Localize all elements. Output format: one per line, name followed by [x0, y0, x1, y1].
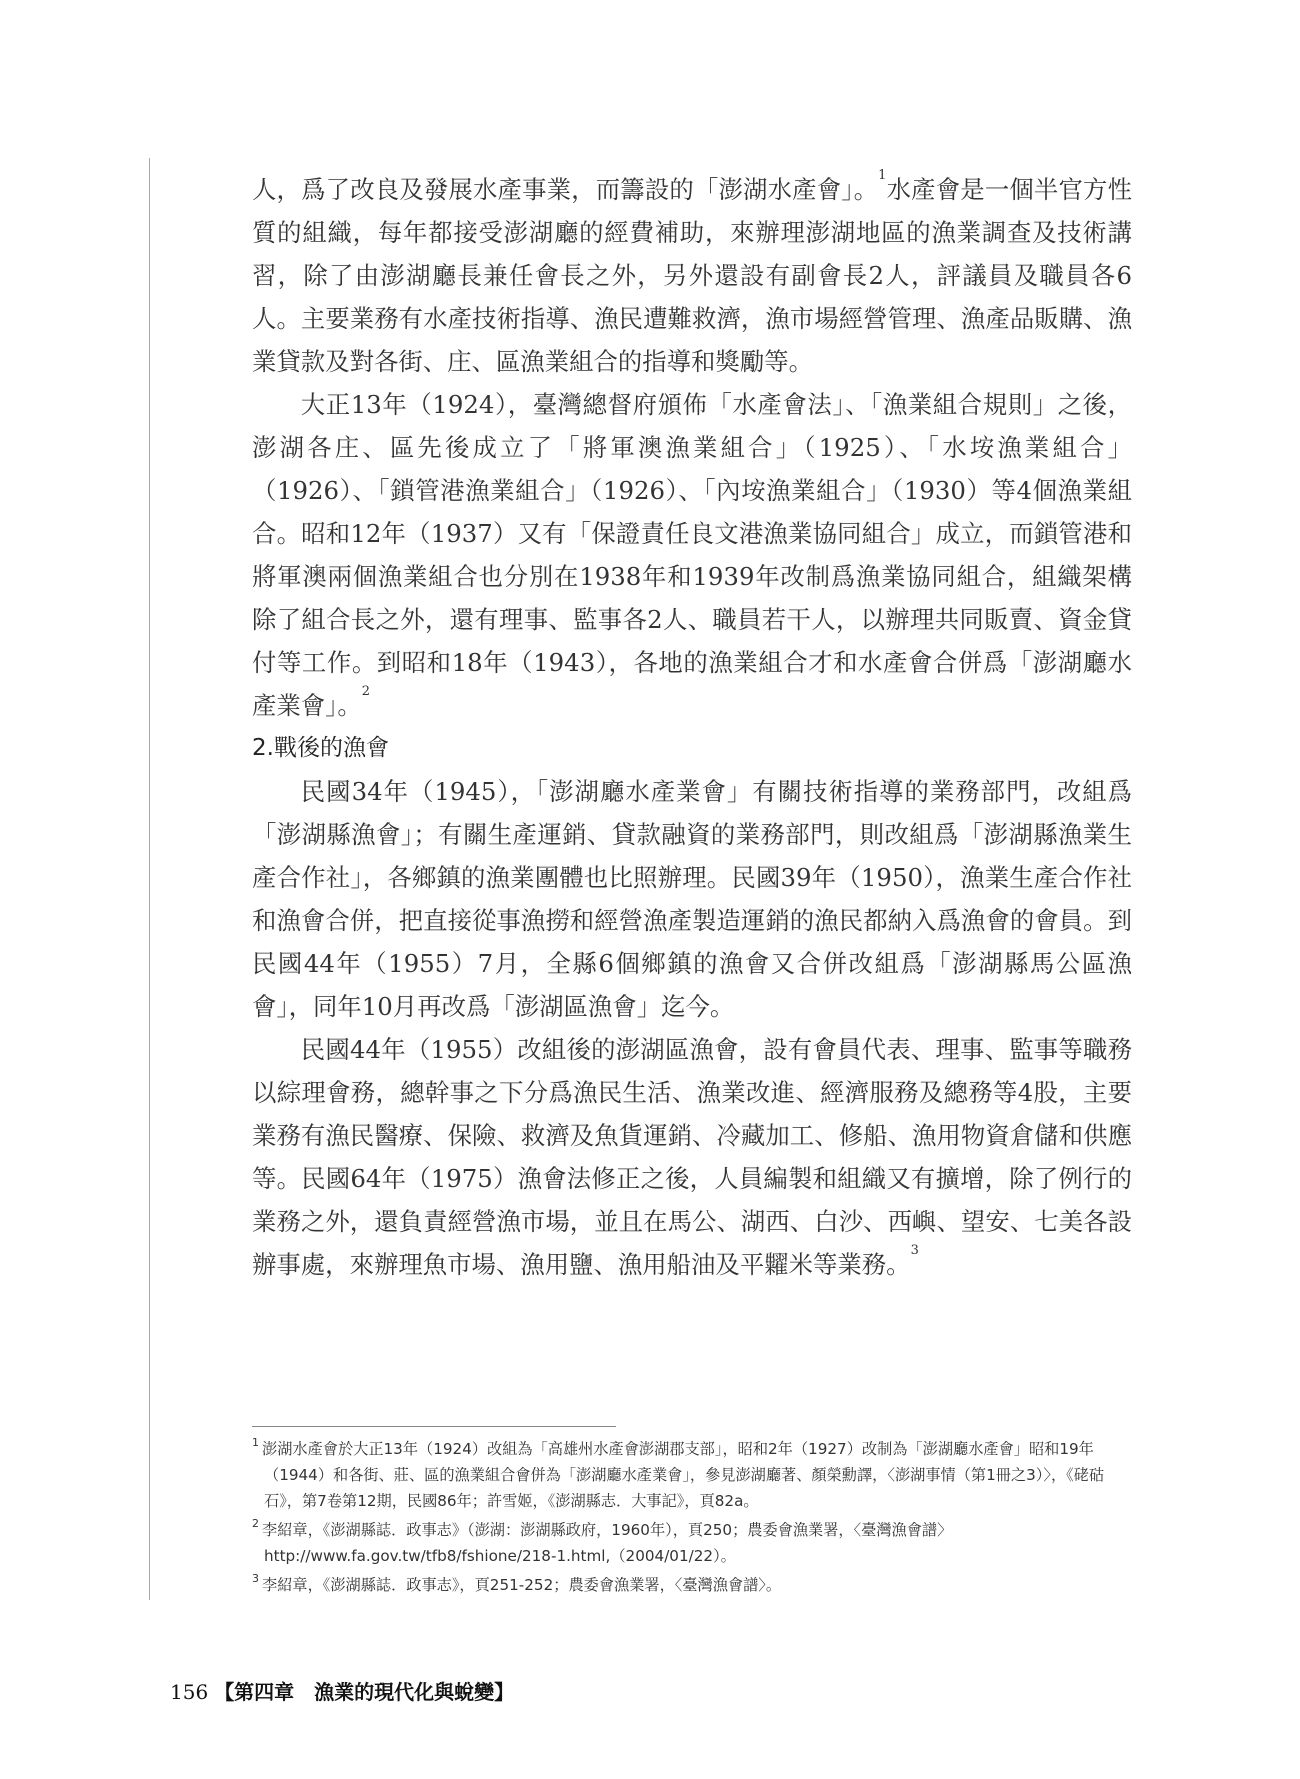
- footnote-mark: 1: [252, 1436, 259, 1449]
- footnote-ref-3[interactable]: 3: [910, 1243, 919, 1258]
- paragraph-1: 人，爲了改良及發展水產事業，而籌設的「澎湖水產會」。$^1$水產會是一個半官方性質的組織，每年都接受澎湖廳的經費補助，來辦理澎湖地區的漁業調查及技術講習，除了由澎湖廳長兼任會長之外，另外還設有副會長2人，評議員及職員各6人。主要業務有水產技術指導、漁民遭難救濟，漁市場經營管理、漁產品販購、漁業貸款及對各街、庄、區漁業組合的指導和獎勵等。: [252, 168, 1132, 376]
- paragraph-3: 民國34年（1945），「澎湖廳水產業會」有關技術指導的業務部門，改組爲「澎湖縣漁會」；有關生產運銷、貸款融資的業務部門，則改組爲「澎湖縣漁業生產合作社」，各鄉鎮的漁業團體也比照辦理。民國39年（1950），漁業生產合作社和漁會合併，把直接從事漁撈和經營漁產製造運銷的漁民都納入爲漁會的會員。到民國44年（1955）7月，全縣6個鄉鎮的漁會又合併改組爲「澎湖縣馬公區漁會」，同年10月再改爲「澎湖區漁會」迄今。: [252, 777, 1132, 1021]
- page-number: 156: [170, 1680, 209, 1704]
- footnote-1: $^1$ 澎湖水產會於大正13年（1924）改組為「高雄州水產會澎湖郡支部」，昭和2年（1927）改制為「澎湖廳水產會」昭和19年（1944）和各街、莊、區的漁業組合會併為「澎湖廳水產業會」，參見澎湖廳著、顏榮勳譯，〈澎湖事情（第1冊之3）〉，《硓𥑮石》，第7卷第12期，民國86年；許雪姬，《澎湖縣志．大事記》，頁82a。: [252, 1436, 1105, 1510]
- footnote-mark: 3: [252, 1572, 259, 1585]
- chapter-title: 【第四章 漁業的現代化與蛻變】: [214, 1680, 515, 1704]
- footnote-ref-1[interactable]: 1: [878, 168, 887, 183]
- paragraph-2: 大正13年（1924），臺灣總督府頒佈「水產會法」、「漁業組合規則」之後，澎湖各庄、區先後成立了「將軍澳漁業組合」（1925）、「水垵漁業組合」（1926）、「鎖管港漁業組合」（1926）、「內垵漁業組合」（1930）等4個漁業組合。昭和12年（1937）又有「保證責任良文港漁業協同組合」成立，而鎖管港和將軍澳兩個漁業組合也分別在1938年和1939年改制爲漁業協同組合，組織架構除了組合長之外，還有理事、監事各2人、職員若干人，以辦理共同販賣、資金貸付等工作。到昭和18年（1943），各地的漁業組合才和水產會合併爲「澎湖廳水產業會」。$^2$: [252, 390, 1132, 720]
- footnote-separator: [252, 1426, 616, 1427]
- footnote-mark: 2: [252, 1517, 259, 1530]
- body-text: [252, 168, 1132, 1286]
- footnote-2: $^2$ 李紹章，《澎湖縣誌．政事志》（澎湖：澎湖縣政府，1960年），頁250；農委會漁業署，〈臺灣漁會譜〉http://www.fa.gov.tw/tfb8/fshione/218-1.html,（2004/01/22）。: [252, 1517, 953, 1565]
- page-footer: [170, 1676, 514, 1705]
- footnote-ref-2[interactable]: 2: [361, 684, 371, 699]
- section-heading: 2.戰後的漁會: [252, 735, 389, 761]
- footnote-3: $^3$ 李紹章，《澎湖縣誌．政事志》，頁251-252；農委會漁業署，〈臺灣漁會譜〉。: [252, 1572, 782, 1594]
- footnotes: [252, 1436, 1132, 1601]
- paragraph-4: 民國44年（1955）改組後的澎湖區漁會，設有會員代表、理事、監事等職務以綜理會務，總幹事之下分爲漁民生活、漁業改進、經濟服務及總務等4股，主要業務有漁民醫療、保險、救濟及魚貨運銷、冷藏加工、修船、漁用物資倉儲和供應等。民國64年（1975）漁會法修正之後，人員編製和組織又有擴增，除了例行的業務之外，還負責經營漁市場，並且在馬公、湖西、白沙、西嶼、望安、七美各設辦事處，來辦理魚市場、漁用鹽、漁用船油及平糶米等業務。$^3$: [252, 1035, 1132, 1279]
- margin-rule: [149, 158, 150, 1600]
